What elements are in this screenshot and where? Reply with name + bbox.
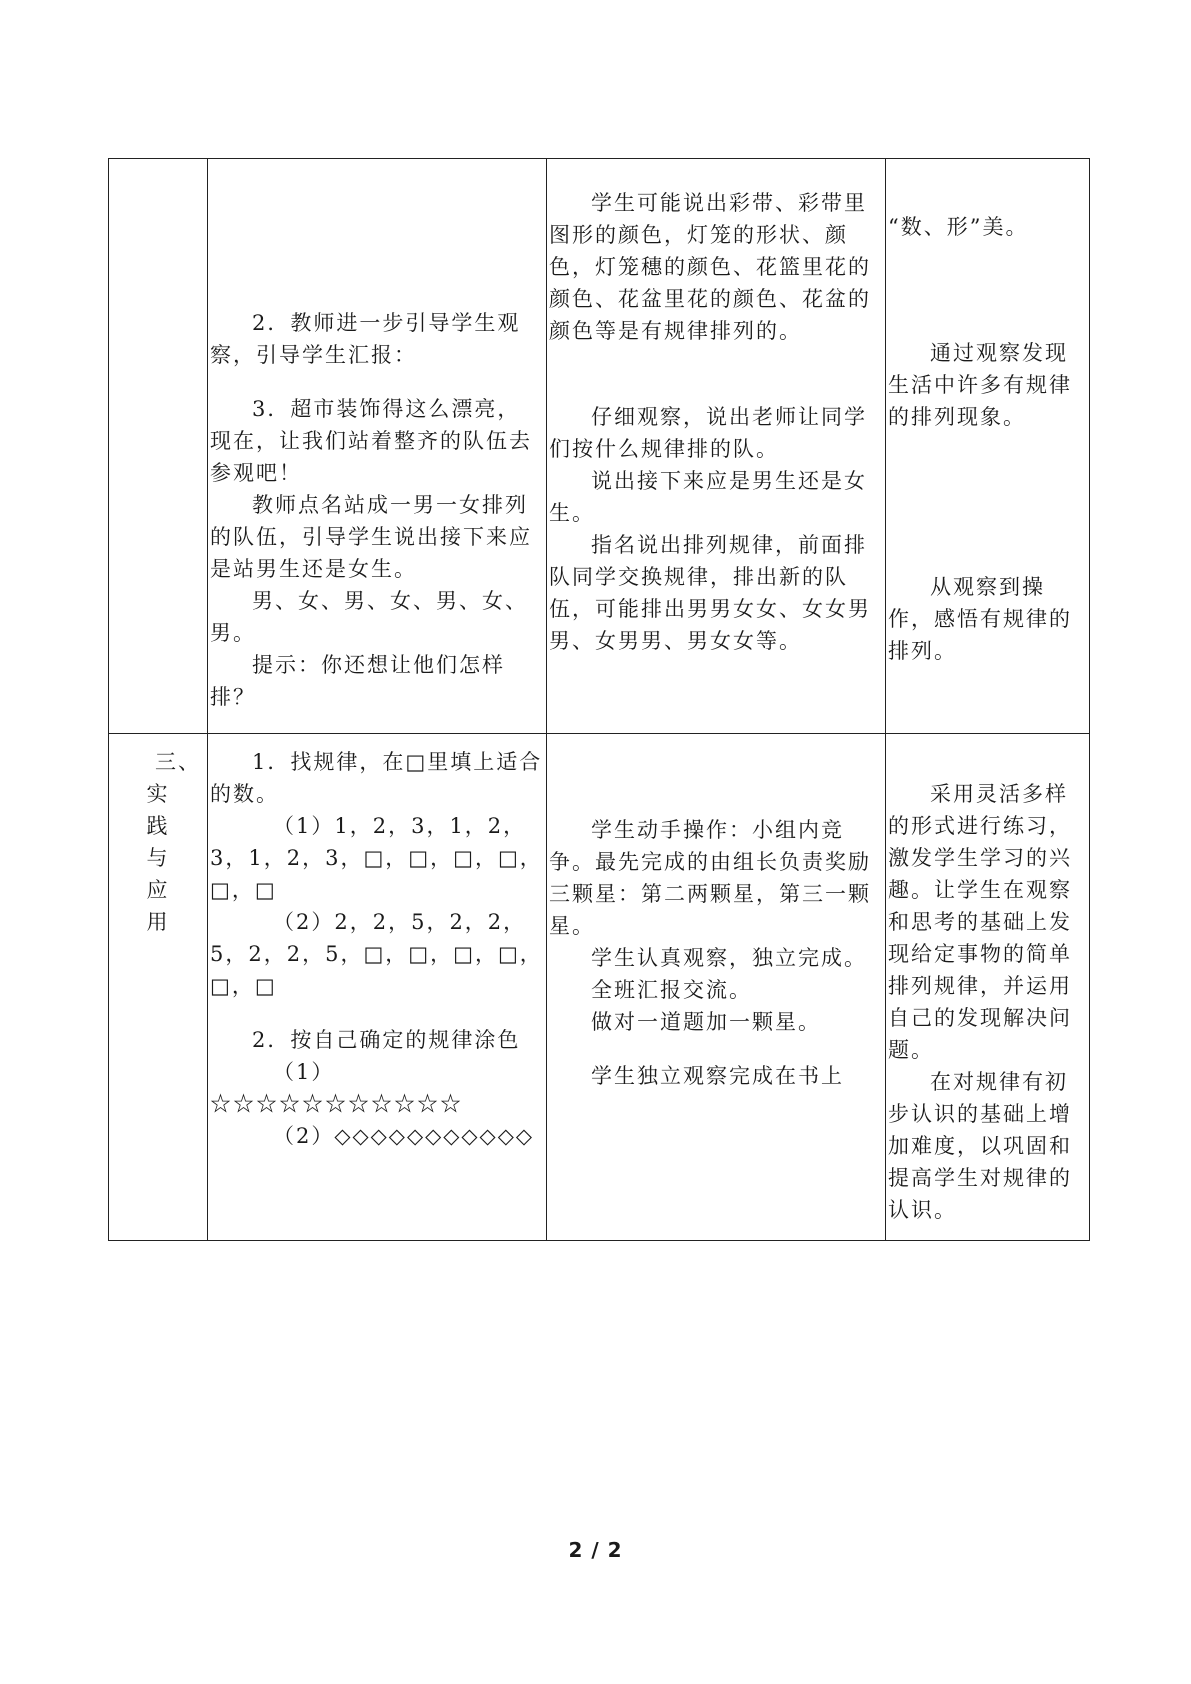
stage-cell [109,734,208,1241]
paragraph: 说出接下来应是男生还是女生。 [549,469,867,525]
paragraph: 全班汇报交流。 [591,978,752,1002]
paragraph: 做对一道题加一颗星。 [591,1010,821,1034]
stage-label-char: 用 [146,910,170,934]
stage-cell-empty [109,159,208,734]
lesson-plan-table [108,158,1090,1241]
paragraph: 2．按自己确定的规律涂色 [252,1028,521,1052]
table-row [109,734,1090,1241]
paragraph: （2）2，2，5，2，2，5，2，2，5，□，□，□，□，□，□ [210,910,543,998]
paragraph: （2）◇◇◇◇◇◇◇◇◇◇◇ [273,1124,535,1148]
paragraph: 在对规律有初步认识的基础上增加难度，以巩固和提高学生对规律的认识。 [888,1070,1072,1222]
paragraph: 2．教师进一步引导学生观察，引导学生汇报： [210,311,521,367]
stage-label-char: 实 [146,782,170,806]
paragraph: 仔细观察，说出老师让同学们按什么规律排的队。 [549,405,867,461]
design-intent-cell [886,159,1090,734]
stage-label-char: 与 [146,846,170,870]
stage-label-char: 践 [146,814,170,838]
stage-label-char: 三、 [155,750,201,774]
paragraph: 学生可能说出彩带、彩带里图形的颜色，灯笼的形状、颜色，灯笼穗的颜色、花篮里花的颜色、花盆里花的颜色、花盆的颜色等是有规律排列的。 [549,191,871,343]
paragraph: 提示：你还想让他们怎样排？ [210,653,505,709]
paragraph: （1）☆☆☆☆☆☆☆☆☆☆☆ [210,1060,463,1116]
page-number: 2 / 2 [568,1538,623,1562]
paragraph: （1）1，2，3，1，2，3，1，2，3，□，□，□，□，□，□ [210,814,543,902]
paragraph: 学生动手操作：小组内竞争。最先完成的由组长负责奖励三颗星：第二两颗星，第三一颗星。 [549,818,871,938]
teacher-activity-cell [208,734,547,1241]
stage-label-char: 应 [146,878,170,902]
paragraph: 采用灵活多样的形式进行练习，激发学生学习的兴趣。让学生在观察和思考的基础上发现给定事物的简单排列规律，并运用自己的发现解决问题。 [888,782,1072,1062]
paragraph: 3．超市装饰得这么漂亮，现在，让我们站着整齐的队伍去参观吧！ [210,397,532,485]
student-activity-cell [547,159,886,734]
teacher-activity-cell [208,159,547,734]
design-intent-cell [886,734,1090,1241]
paragraph: “数、形”美。 [888,215,1029,239]
table-row [109,159,1090,734]
paragraph: 男、女、男、女、男、女、男。 [210,589,528,645]
paragraph: 通过观察发现生活中许多有规律的排列现象。 [888,341,1072,429]
student-activity-cell [547,734,886,1241]
paragraph: 从观察到操作，感悟有规律的排列。 [888,575,1072,663]
paragraph: 学生独立观察完成在书上 [591,1064,844,1088]
paragraph: 指名说出排列规律，前面排队同学交换规律，排出新的队伍，可能排出男男女女、女女男男、女男男、男女女等。 [549,533,871,653]
paragraph: 教师点名站成一男一女排列的队伍，引导学生说出接下来应是站男生还是女生。 [210,493,532,581]
paragraph: 学生认真观察，独立完成。 [591,946,867,970]
paragraph: 1．找规律，在□里填上适合的数。 [210,750,543,806]
